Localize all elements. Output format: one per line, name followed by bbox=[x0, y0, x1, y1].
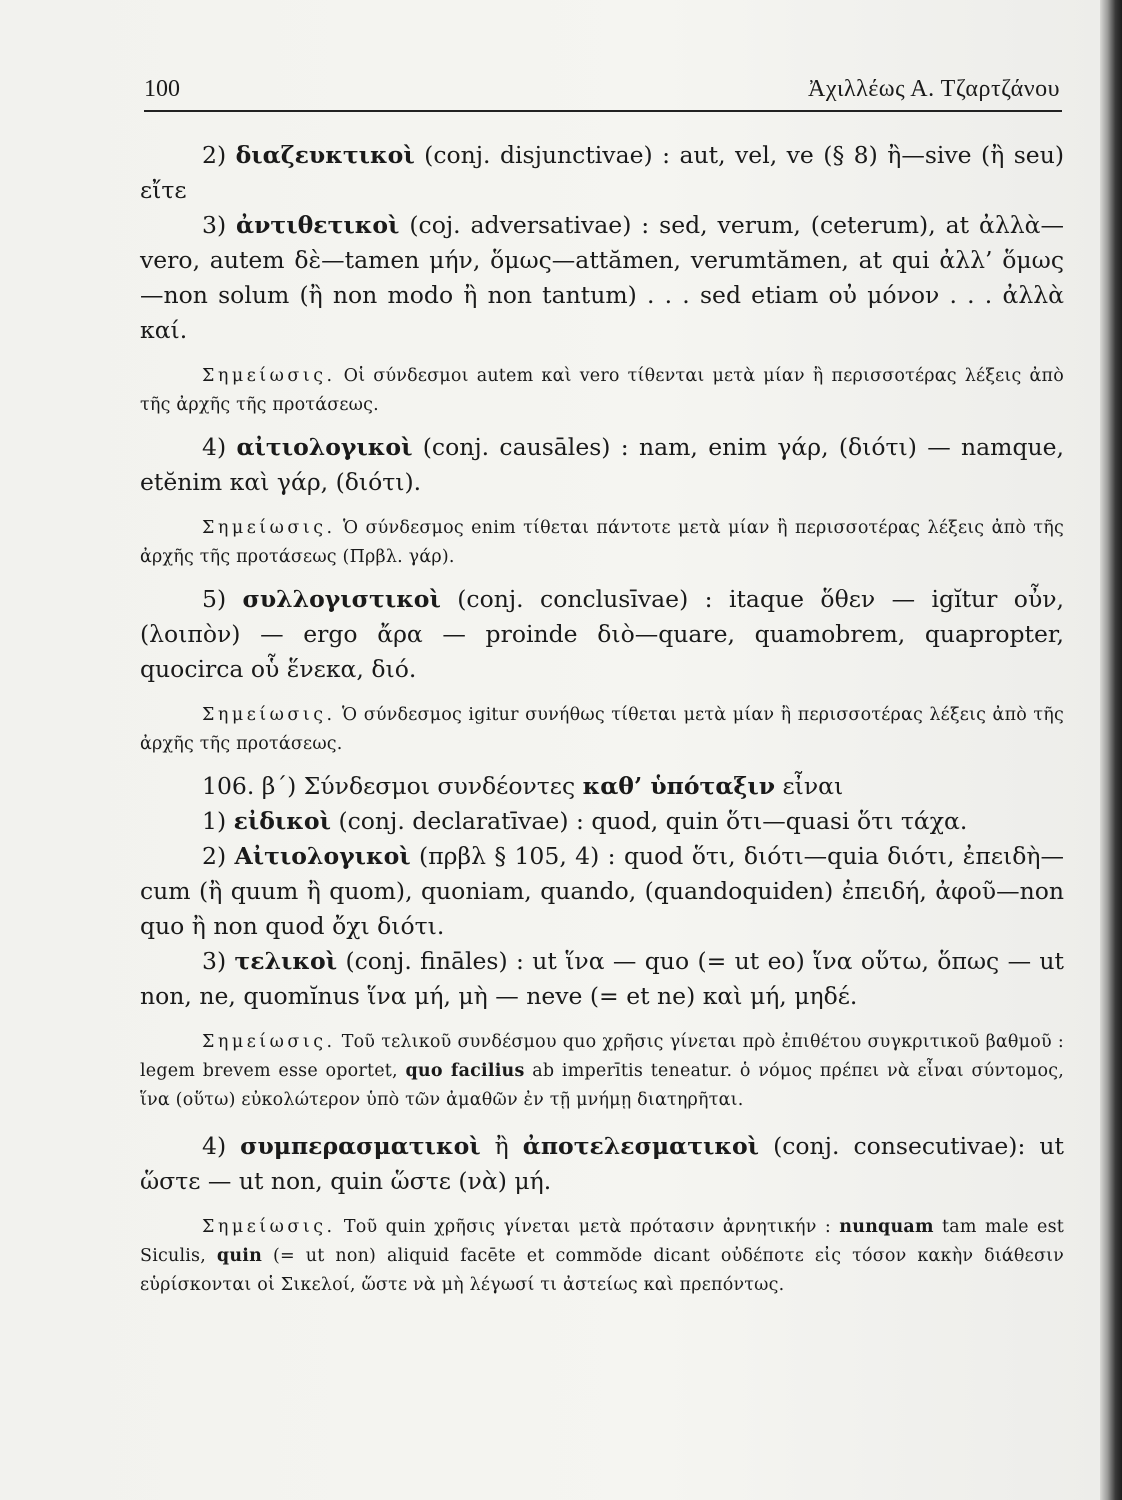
note-3 bbox=[140, 701, 1064, 759]
page-body bbox=[140, 138, 1064, 1300]
running-head: Ἀχιλλέως Α. Τζαρτζάνου bbox=[808, 76, 1060, 102]
paragraph-adversative bbox=[140, 208, 1064, 348]
note-label: Σημείωσις. bbox=[202, 366, 336, 386]
note-text: Ὁ σύνδεσμος igitur συνήθως τίθεται μετὰ μίαν ἢ περισσοτέρας λέξεις ἀπὸ τῆς ἀρχῆς τῆς προτάσεως. bbox=[140, 705, 1064, 754]
note-bold: quin bbox=[216, 1246, 263, 1266]
paragraph-text: (coj. adversativae) : sed, verum, (ceterum), at ἀλλὰ—vero, autem δὲ—tamen μήν, ὅμως—attămen, verumtămen, at qui ἀλλ’ ὅμως—non solum (ἢ non modo ἢ non tantum) . . . sed etiam οὐ μόνον . . . ἀλλὰ καί. bbox=[140, 211, 1064, 344]
note-label: Σημείωσις. bbox=[202, 518, 336, 538]
item-number: 4) bbox=[202, 1132, 241, 1160]
term-bold: αἰτιολογικοὶ bbox=[236, 433, 413, 461]
term-bold: διαζευκτικοὶ bbox=[235, 141, 415, 169]
term-bold: συλλογιστικοὶ bbox=[242, 585, 441, 613]
note-bold: nunquam bbox=[839, 1217, 934, 1237]
item-number: 4) bbox=[202, 433, 237, 461]
note-text: Οἱ σύνδεσμοι autem καὶ vero τίθενται μετὰ μίαν ἢ περισσοτέρας λέξεις ἀπὸ τῆς ἀρχῆς τῆς προτάσεως. bbox=[140, 366, 1064, 415]
section-text: εἶναι bbox=[775, 772, 844, 800]
page-header bbox=[144, 76, 1060, 106]
note-label: Σημείωσις. bbox=[202, 1217, 336, 1237]
item-number: 2) bbox=[202, 842, 235, 870]
paragraph-text: ἢ bbox=[480, 1132, 523, 1160]
term-bold: εἰδικοὶ bbox=[233, 807, 331, 835]
term-bold: ἀντιθετικοὶ bbox=[236, 211, 400, 239]
term-bold: τελικοὶ bbox=[234, 947, 338, 975]
section-106-heading bbox=[140, 769, 1064, 804]
note-text: tam male est Siculis, bbox=[140, 1217, 1065, 1266]
section-intro: 106. β΄) Σύνδεσμοι συνδέοντες bbox=[202, 772, 583, 800]
note-text: Τοῦ quin χρῆσις γίνεται μετὰ πρότασιν ἀρνητικήν : bbox=[335, 1217, 840, 1237]
paragraph-disjunctive bbox=[140, 138, 1064, 208]
page-number: 100 bbox=[144, 76, 180, 102]
note-text: Ὁ σύνδεσμος enim τίθεται πάντοτε μετὰ μίαν ἢ περισσοτέρας λέξεις ἀπὸ τῆς ἀρχῆς τῆς προτάσεως (Πρβλ. γάρ). bbox=[140, 518, 1064, 567]
note-bold: quo facilius bbox=[405, 1061, 525, 1081]
item-number: 1) bbox=[202, 807, 234, 835]
item-number: 2) bbox=[202, 141, 236, 169]
paragraph-conclusive bbox=[140, 582, 1064, 687]
paragraph-final bbox=[140, 944, 1064, 1014]
header-rule bbox=[144, 110, 1062, 112]
paragraph-text: (conj. disjunctivae) : aut, vel, ve (§ 8) ἢ—sive (ἢ seu) εἴτε bbox=[140, 141, 1065, 204]
term-bold: Αἰτιολογικοὶ bbox=[234, 842, 411, 870]
item-number: 3) bbox=[202, 211, 237, 239]
note-label: Σημείωσις. bbox=[202, 705, 336, 725]
item-number: 5) bbox=[202, 585, 243, 613]
note-4 bbox=[140, 1028, 1064, 1115]
paragraph-text: (conj. consecutivae): ut ὥστε — ut non, quin ὥστε (νὰ) μή. bbox=[140, 1132, 1064, 1195]
term-bold: ἀποτελεσματικοὶ bbox=[522, 1132, 760, 1160]
note-5 bbox=[140, 1213, 1064, 1300]
paragraph-declarative bbox=[140, 804, 1064, 839]
note-2 bbox=[140, 514, 1064, 572]
note-text: Τοῦ τελικοῦ συνδέσμου quo χρῆσις γίνεται πρὸ ἐπιθέτου συγκριτικοῦ βαθμοῦ : legem brevem esse oportet, bbox=[140, 1032, 1064, 1081]
term-bold: καθ’ ὑπόταξιν bbox=[582, 772, 776, 800]
note-label: Σημείωσις. bbox=[202, 1032, 336, 1052]
note-text: ab imperītis teneatur. ὁ νόμος πρέπει νὰ εἶναι σύντομος, ἵνα (οὕτω) εὐκολώτερον ὑπὸ τῶν ἀμαθῶν ἐν τῇ μνήμῃ διατηρῆται. bbox=[140, 1061, 1064, 1110]
paragraph-text: (conj. causāles) : nam, enim γάρ, (διότι) — namque, etĕnim καὶ γάρ, (διότι). bbox=[140, 433, 1064, 496]
paragraph-text: (conj. declaratīvae) : quod, quin ὅτι—quasi ὅτι τάχα. bbox=[330, 807, 968, 835]
note-1 bbox=[140, 362, 1064, 420]
paragraph-text: (πρβλ § 105, 4) : quod ὅτι, διότι—quia διότι, ἐπειδὴ—cum (ἢ quum ἢ quom), quoniam, quando, (quandoquiden) ἐπειδή, ἀφοῦ—non quo ἢ non quod ὄχι διότι. bbox=[140, 842, 1064, 940]
paragraph-causal bbox=[140, 430, 1064, 500]
paragraph-consecutive bbox=[140, 1129, 1064, 1199]
term-bold: συμπερασματικοὶ bbox=[240, 1132, 481, 1160]
paragraph-text: (conj. conclusīvae) : itaque ὅθεν — igĭtur οὖν, (λοιπὸν) — ergo ἄρα — proinde διὸ—quare, quamobrem, quapropter, quocirca οὗ ἕνεκα, διό. bbox=[140, 585, 1064, 683]
paragraph-causal-sub bbox=[140, 839, 1064, 944]
item-number: 3) bbox=[202, 947, 235, 975]
paragraph-text: (conj. fināles) : ut ἵνα — quo (= ut eo) ἵνα οὕτω, ὅπως — ut non, ne, quomĭnus ἵνα μή, μὴ — neve (= et ne) καὶ μή, μηδέ. bbox=[140, 947, 1064, 1010]
book-spine-shadow bbox=[1100, 0, 1122, 1500]
note-text: (= ut non) aliquid facēte et commŏde dicant οὐδέποτε εἰς τόσον κακὴν διάθεσιν εὑρίσκονται οἱ Σικελοί, ὥστε νὰ μὴ λέγωσί τι ἀστείως καὶ πρεπόντως. bbox=[140, 1246, 1064, 1295]
